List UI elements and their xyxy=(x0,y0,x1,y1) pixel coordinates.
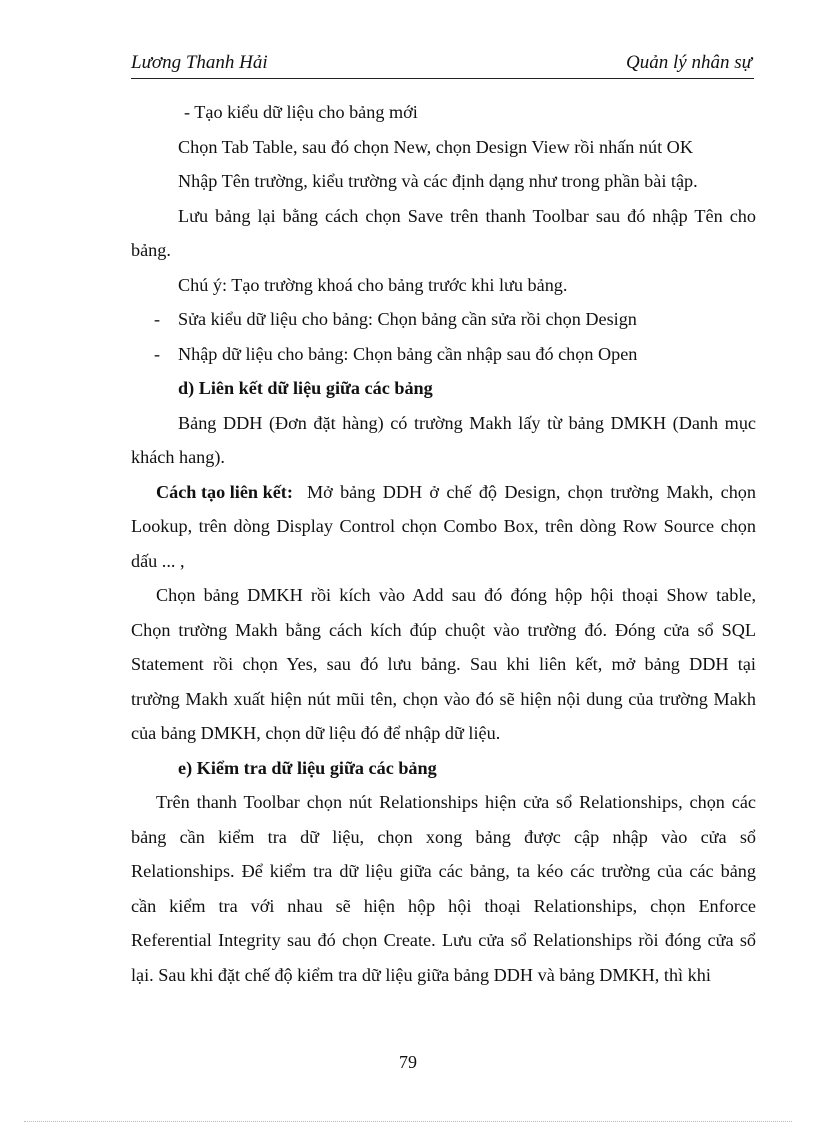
text-line: cần kiểm tra với nhau sẽ hiện hộp hội thoại Relationships, chọn Enforce xyxy=(131,896,756,916)
page-header xyxy=(131,48,754,79)
text-line: bảng cần kiểm tra dữ liệu, chọn xong bảng được cập nhập vào cửa sổ xyxy=(131,827,756,847)
text-line: Mở bảng DDH ở chế độ Design, chọn trường Makh, chọn xyxy=(307,482,756,502)
bullet-dash: - xyxy=(154,344,161,364)
text-line: Chọn Tab Table, sau đó chọn New, chọn Design View rồi nhấn nút OK xyxy=(178,137,693,157)
text-line: Relationships. Để kiểm tra dữ liệu giữa các bảng, ta kéo các trường của các bảng xyxy=(131,861,756,881)
page-bottom-divider xyxy=(24,1121,792,1122)
bold-label: Cách tạo liên kết: xyxy=(156,482,293,502)
text-line: - Tạo kiểu dữ liệu cho bảng mới xyxy=(184,102,418,122)
text-line: Chú ý: Tạo trường khoá cho bảng trước khi lưu bảng. xyxy=(178,275,568,295)
text-line: của bảng DMKH, chọn dữ liệu đó để nhập dữ liệu. xyxy=(131,723,501,743)
page-number: 79 xyxy=(399,1052,417,1072)
text-line: dấu ... , xyxy=(131,551,185,571)
text-line: Trên thanh Toolbar chọn nút Relationships hiện cửa sổ Relationships, chọn các xyxy=(156,792,756,812)
text-line: khách hang). xyxy=(131,447,225,467)
text-line: bảng. xyxy=(131,240,171,260)
text-line: Lưu bảng lại bằng cách chọn Save trên thanh Toolbar sau đó nhập Tên cho xyxy=(178,206,756,226)
text-line: Statement rồi chọn Yes, sau đó lưu bảng. Sau khi liên kết, mở bảng DDH tại xyxy=(131,654,756,674)
text-line: Bảng DDH (Đơn đặt hàng) có trường Makh lấy từ bảng DMKH (Danh mục xyxy=(178,413,756,433)
bullet-dash: - xyxy=(154,309,161,329)
text-line: Sửa kiểu dữ liệu cho bảng: Chọn bảng cần sửa rồi chọn Design xyxy=(178,309,637,329)
text-line: lại. Sau khi đặt chế độ kiểm tra dữ liệu giữa bảng DDH và bảng DMKH, thì khi xyxy=(131,965,711,985)
text-line: Chọn trường Makh bằng cách kích đúp chuột vào trường đó. Đóng cửa sổ SQL xyxy=(131,620,756,640)
text-line: Chọn bảng DMKH rồi kích vào Add sau đó đóng hộp hội thoại Show table, xyxy=(156,585,756,605)
section-heading: e) Kiểm tra dữ liệu giữa các bảng xyxy=(178,758,437,778)
text-line: Referential Integrity sau đó chọn Create. Lưu cửa sổ Relationships rồi đóng cửa sổ xyxy=(131,930,756,950)
section-heading: d) Liên kết dữ liệu giữa các bảng xyxy=(178,378,433,398)
text-line: Nhập Tên trường, kiểu trường và các định dạng như trong phần bài tập. xyxy=(178,171,698,191)
text-line: Lookup, trên dòng Display Control chọn Combo Box, trên dòng Row Source chọn xyxy=(131,516,756,536)
header-title: Quản lý nhân sự xyxy=(626,52,752,73)
text-line: trường Makh xuất hiện nút mũi tên, chọn vào đó sẽ hiện nội dung của trường Makh xyxy=(131,689,756,709)
text-line: Nhập dữ liệu cho bảng: Chọn bảng cần nhập sau đó chọn Open xyxy=(178,344,638,364)
header-author: Lương Thanh Hải xyxy=(131,52,268,73)
